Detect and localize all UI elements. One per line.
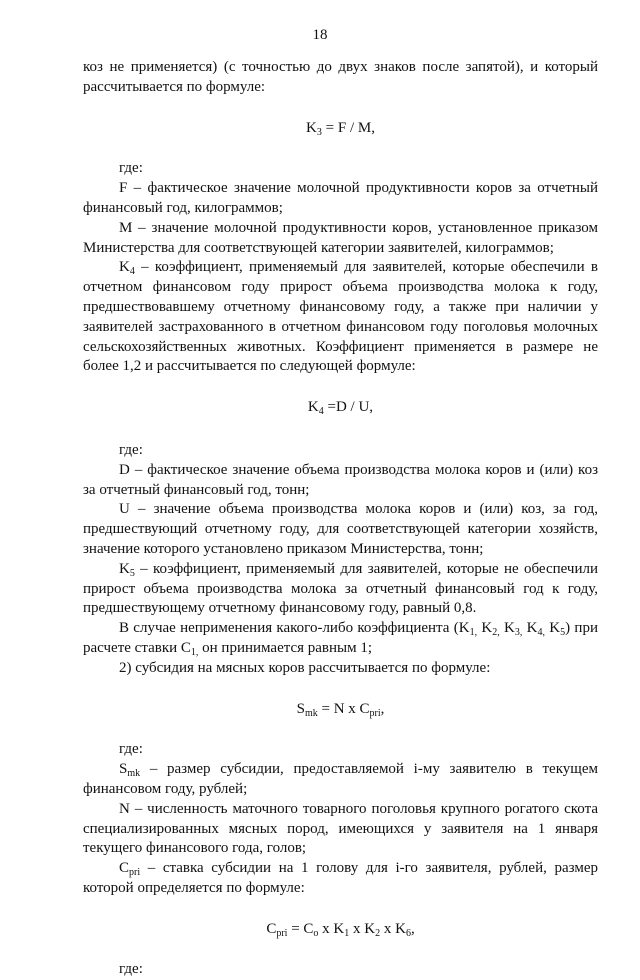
formula-k3: $K_3 = F / M$,	[306, 119, 375, 138]
paragraph-continuation: коз не применяется) (с точностью до двух знаков после запятой), и который рассчитывается по формуле:	[83, 59, 598, 95]
page-number: 18	[312, 27, 328, 43]
definition-f: F – фактическое значение молочной продуктивности коров за отчетный финансовый год, килограммов;	[83, 180, 598, 216]
paragraph-item-2: 2) субсидия на мясных коров рассчитывается по формуле:	[119, 659, 491, 676]
where-label: где:	[119, 441, 143, 458]
formula-smk: $S_{mk} = N$ x $C_{pri}$,	[296, 700, 385, 719]
formula-k4: $K_4 =D / U$,	[307, 399, 374, 418]
definition-n: N – численность маточного товарного поголовья крупного рогатого скота специализированных мясных пород, имеющихся у заявителя на 1 января текущего финансового года, голов;	[83, 800, 598, 857]
paragraph-case: В случае неприменения какого-либо коэффициента ($K_{1,}$ $K_{2,}$ $K_{3,}$ $K_{4,}$ $K_5$) при расчете ставки $C_{1,}$ он принимается равным 1;	[83, 620, 598, 658]
definition-u: U – значение объема производства молока коров и (или) коз, за год, предшествующий отчетному году, для соответствующей категории хозяйств, значение которого установлено приказом Министерства, тонн;	[83, 501, 598, 557]
definition-k5: $K_5$ – коэффициент, применяемый для заявителей, которые не обеспечили прирост объема производства молока за отчетный финансовый год к году, предшествующему отчетному финансовому году, равный 0,8.	[83, 560, 598, 617]
formula-cpri: $C_{pri} = C_o$ x $K_1$ x $K_2$ x $K_6$,	[266, 920, 415, 939]
document-body	[83, 58, 598, 980]
definition-k4: $K_4$ – коэффициент, применяемый для заявителей, которые обеспечили в отчетном финансовом году прирост объема производства молока к году, предшествовавшему отчетному финансовому году, а также при наличии у заявителей застрахованного в отчетном финансовом году поголовья молочных сельскохозяйственных животных. Коэффициент применяется в размере не более 1,2 и рассчитывается по следующей формуле:	[83, 259, 598, 375]
definition-cpri: $C_{pri}$ – ставка субсидии на 1 голову для i-го заявителя, рублей, размер которой определяется по формуле:	[83, 860, 598, 896]
definition-smk: $S_{mk}$ – размер субсидии, предоставляемой i-му заявителю в текущем финансовом году, рублей;	[83, 761, 598, 797]
where-label: где:	[119, 741, 143, 758]
where-label: где:	[119, 160, 143, 177]
definition-d: D – фактическое значение объема производства молока коров и (или) коз за отчетный финансовый год, тонн;	[83, 461, 598, 498]
where-label: где:	[119, 961, 143, 978]
definition-m: M – значение молочной продуктивности коров, установленное приказом Министерства для соответствующей категории заявителей, килограммов;	[83, 219, 598, 256]
